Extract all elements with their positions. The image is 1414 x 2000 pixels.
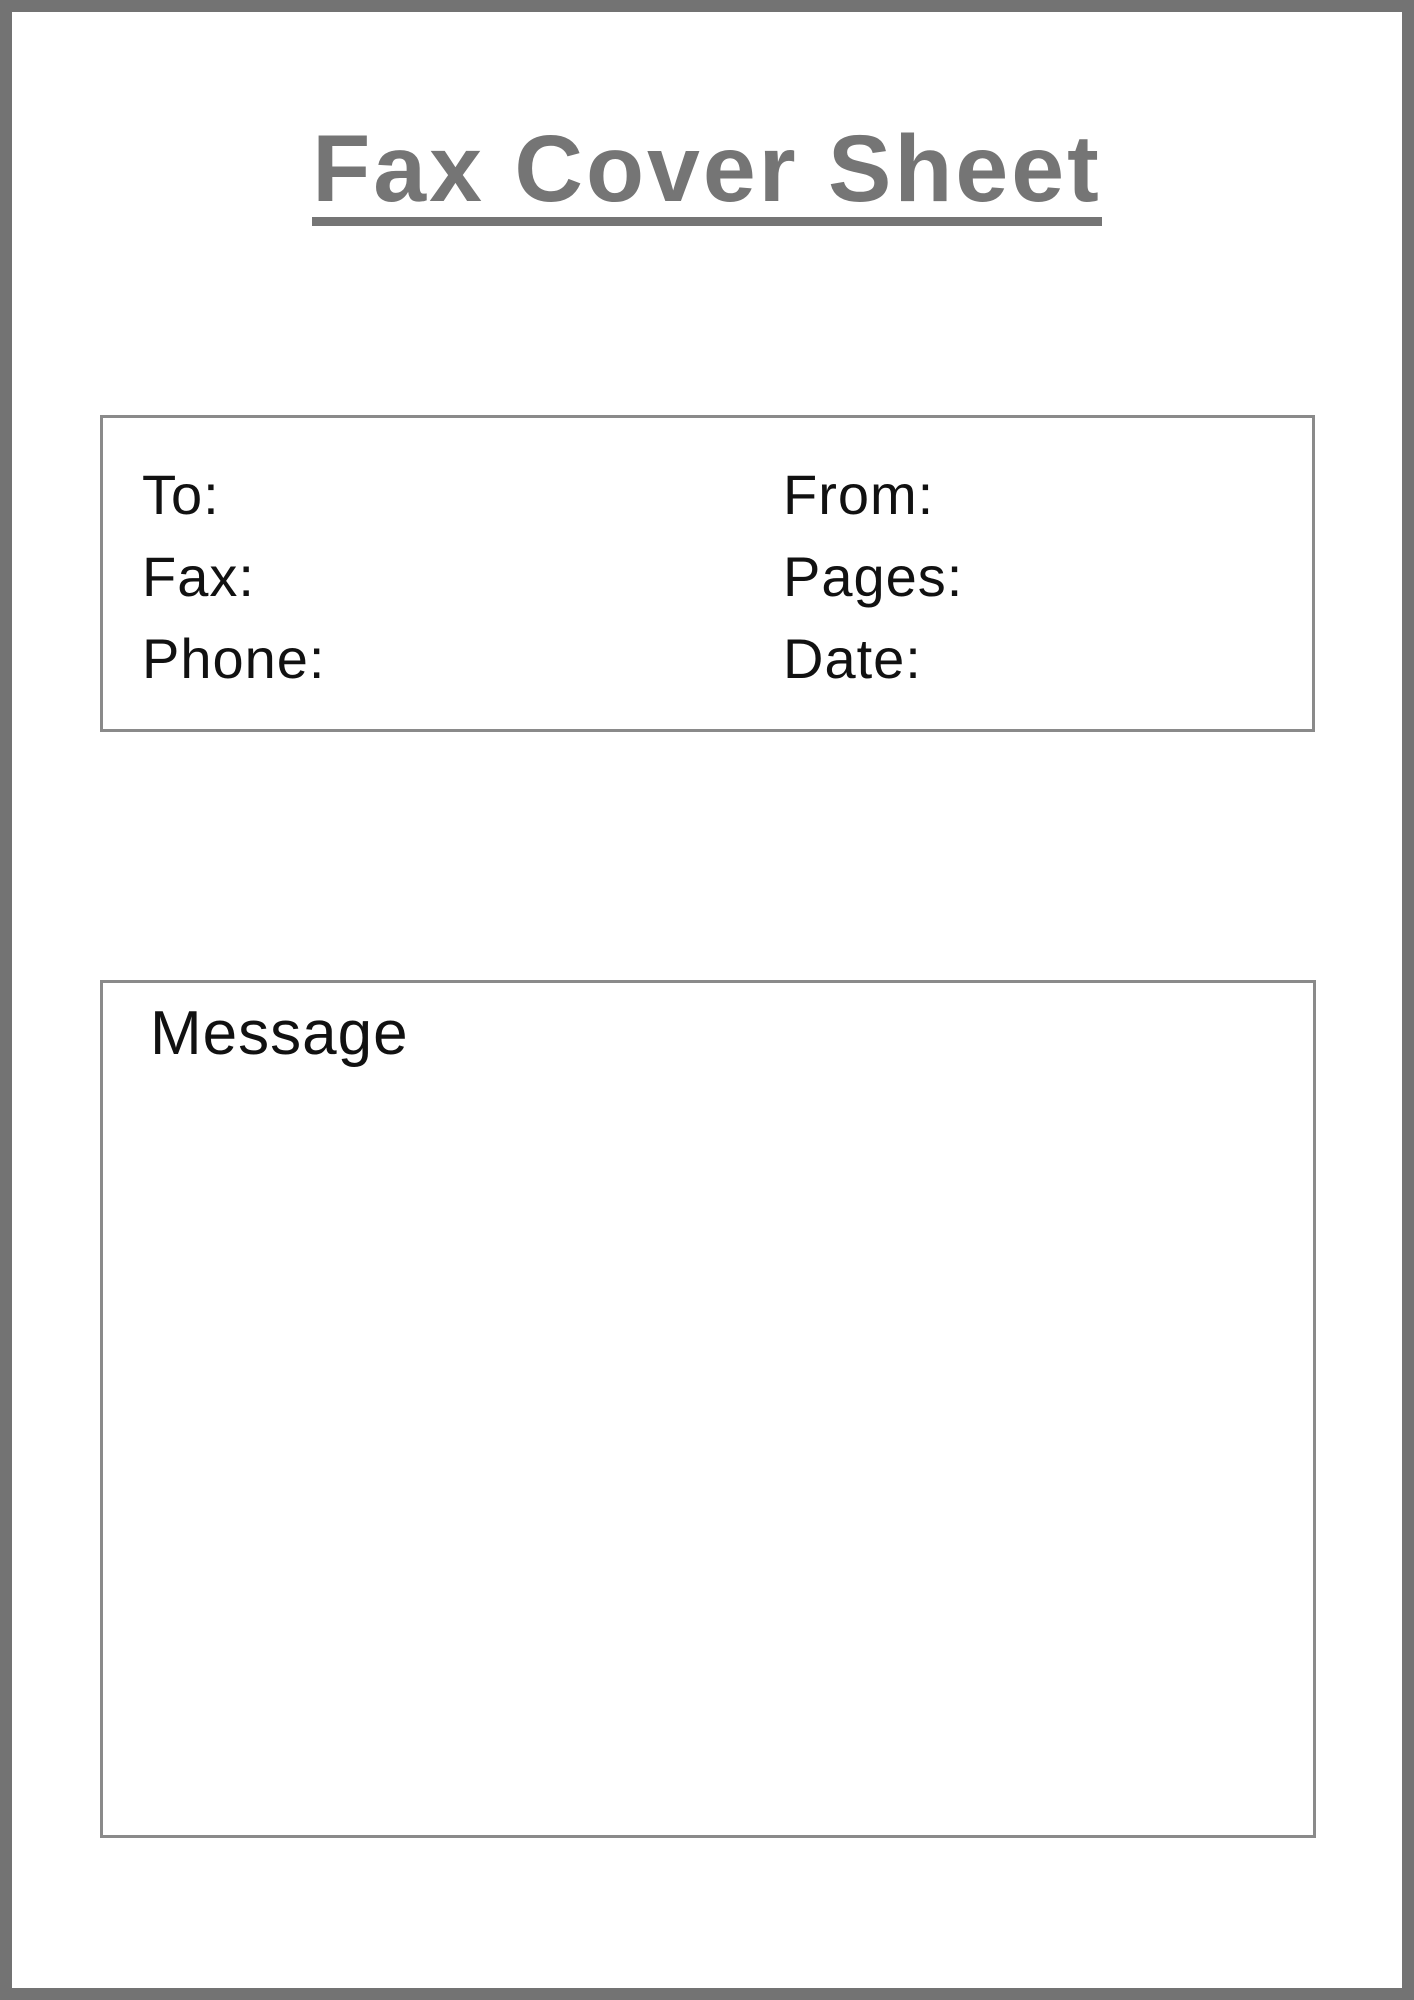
message-content-area[interactable]	[150, 1071, 1283, 1751]
field-fax	[142, 536, 783, 618]
contact-fields-grid	[142, 454, 1292, 700]
field-to	[142, 454, 783, 536]
field-value-pages[interactable]	[963, 540, 1292, 596]
field-label-from: From:	[783, 463, 935, 526]
field-label-fax: Fax:	[142, 545, 255, 608]
field-value-fax[interactable]	[255, 540, 783, 596]
field-value-date[interactable]	[922, 622, 1292, 678]
title-container	[12, 116, 1402, 226]
field-value-from[interactable]	[934, 458, 1292, 514]
field-label-date: Date:	[783, 627, 922, 690]
field-label-to: To:	[142, 463, 220, 526]
field-from	[783, 454, 1292, 536]
field-date	[783, 618, 1292, 700]
field-pages	[783, 536, 1292, 618]
field-value-to[interactable]	[220, 458, 783, 514]
contact-info-box	[100, 415, 1315, 732]
message-label: Message	[150, 999, 409, 1068]
message-box	[100, 980, 1316, 1838]
field-label-phone: Phone:	[142, 627, 326, 690]
field-label-pages: Pages:	[783, 545, 964, 608]
field-value-phone[interactable]	[326, 622, 784, 678]
field-phone	[142, 618, 783, 700]
page-title: Fax Cover Sheet	[312, 122, 1101, 226]
